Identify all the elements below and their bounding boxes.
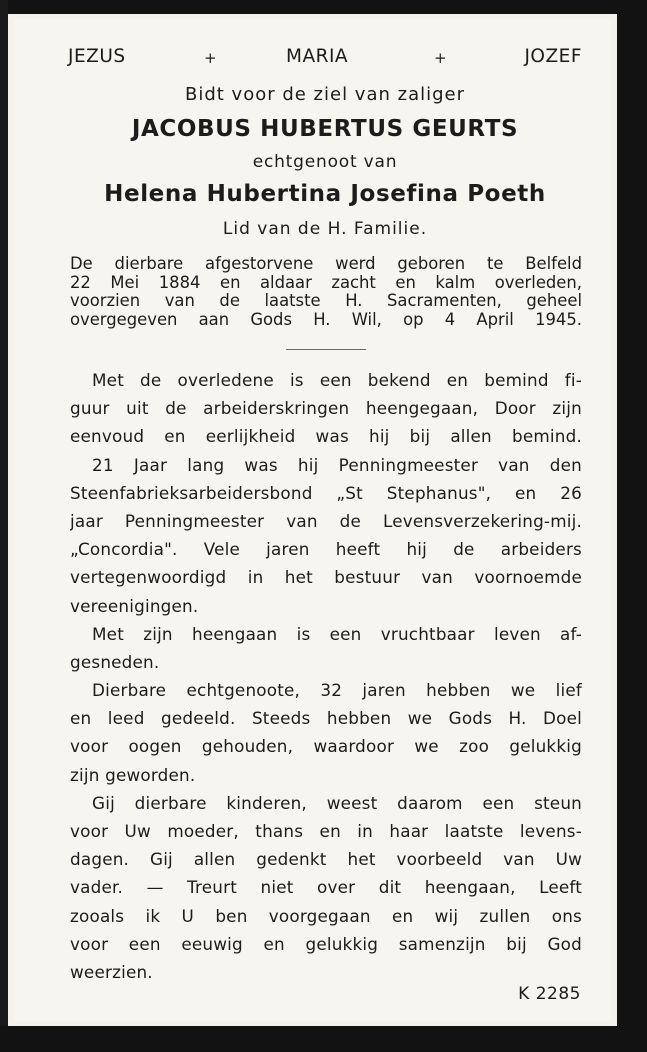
body-line: zooals ik U ben voorgegaan en wij zullen ons [70,905,582,926]
intro-paragraph [70,255,582,329]
body-text [70,366,582,986]
holy-family-header [68,46,582,72]
body-line: Steenfabrieksarbeidersbond „St Stephanus", en 26 [70,482,582,503]
header-jezus: JEZUS [68,46,126,67]
body-line: Dierbare echtgenoote, 32 jaren hebben we lief [92,680,582,701]
cross-icon: + [204,49,218,67]
print-reference: K 2285 [518,984,581,1004]
prayer-line: Bidt voor de ziel van zaliger [184,84,465,105]
body-line: weerzien. [70,961,153,982]
body-line: vereenigingen. [70,595,199,616]
cross-icon: + [434,49,448,67]
body-line: Gij dierbare kinderen, weest daarom een steun [92,792,582,813]
body-line: jaar Penningmeester van de Levensverzekering-mij. [70,510,582,531]
mourning-border-top [6,0,647,14]
body-line: Met zijn heengaan is een vruchtbaar leven af- [92,623,582,644]
mourning-border-right [617,0,647,1052]
body-line: „Concordia". Vele jaren heeft hij de arbeiders [70,539,582,560]
membership-line: Lid van de H. Familie. [222,219,428,239]
header-maria: MARIA [286,46,349,67]
deceased-name: JACOBUS HUBERTUS GEURTS [131,116,519,142]
body-line: eenvoud en eerlijkheid was hij bij allen bemind. [70,426,582,447]
mourning-border-left [0,0,8,1052]
body-line: 21 Jaar lang was hij Penningmeester van den [92,454,582,475]
intro-line: 22 Mei 1884 en aldaar zacht en kalm overleden, [70,273,582,292]
intro-line: overgegeven aan Gods H. Wil, op 4 April 1945. [70,310,582,329]
body-line: voor oogen gehouden, waardoor we zoo gelukkig [70,736,582,757]
body-line: gesneden. [70,651,160,672]
spouse-name: Helena Hubertina Josefina Poeth [104,181,546,207]
divider [286,349,366,350]
body-line: dagen. Gij allen gedenkt het voorbeeld van Uw [70,849,582,870]
body-line: voor Uw moeder, thans en in haar laatste levens- [70,821,582,841]
body-line: vader. — Treurt niet over dit heengaan, Leeft [70,877,582,898]
body-line: zijn geworden. [70,764,196,785]
body-line: guur uit de arbeiderskringen heengegaan, Door zijn [70,398,582,419]
intro-line: voorzien van de laatste H. Sacramenten, geheel [70,292,582,310]
body-line: Met de overledene is een bekend en bemind fi- [92,370,582,390]
spouse-label: echtgenoot van [252,152,398,172]
body-line: voor een eeuwig en gelukkig samenzijn bij God [70,933,582,954]
intro-line: De dierbare afgestorvene werd geboren te Belfeld [70,255,582,273]
body-line: en leed gedeeld. Steeds hebben we Gods H. Doel [70,708,582,729]
mourning-border-bottom [0,1026,647,1052]
header-jozef: JOZEF [524,46,582,67]
body-line: vertegenwoordigd in het bestuur van voornoemde [70,567,582,588]
